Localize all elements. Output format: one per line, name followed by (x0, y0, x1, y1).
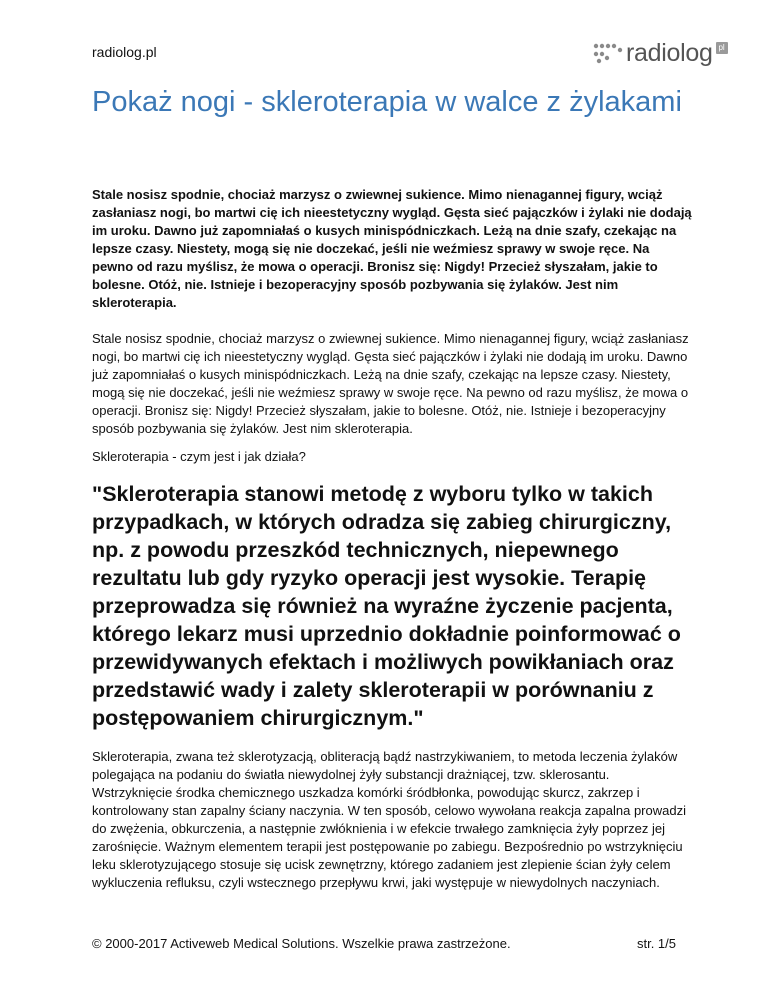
header-site-name: radiolog.pl (92, 44, 157, 60)
section-subheading: Skleroterapia - czym jest i jak działa? (92, 449, 306, 464)
footer-copyright: © 2000-2017 Activeweb Medical Solutions. Wszelkie prawa zastrzeżone. (92, 936, 511, 951)
article-title: Pokaż nogi - skleroterapia w walce z żylakami (92, 86, 682, 118)
article-lead: Stale nosisz spodnie, chociaż marzysz o zwiewnej sukience. Mimo nienagannej figury, wciąż zasłaniasz nogi, bo martwi cię ich nieestetyczny wygląd. Gęsta sieć pajączków i żylaki nie dodają im uroku. Dawno już zapomniałaś o kusych minispódniczkach. Leżą na dnie szafy, czekając na lepsze czasy. Niestety, mogą się nie doczekać, jeśli nie weźmiesz sprawy w swoje ręce. Na pewno od razu myślisz, że mowa o operacji. Bronisz się: Nigdy! Przecież słyszałam, jakie to bolesne. Otóż, nie. Istnieje i bezoperacyjny sposób pozbywania się żylaków. Jest nim skleroterapia. (92, 187, 692, 310)
article-quote: "Skleroterapia stanowi metodę z wyboru tylko w takich przypadkach, w których odradza się zabieg chirurgiczny, np. z powodu przeszkód technicznych, niepewnego rezultatu lub gdy ryzyko operacji jest wysokie. Terapię przeprowadza się również na wyraźne życzenie pacjenta, którego lekarz musi uprzednio dokładnie poinformować o przewidywanych efektach i możliwych powikłaniach oraz przedstawić wady i zalety skleroterapii w porównaniu z postępowaniem chirurgicznym." (92, 482, 681, 730)
footer-page-number: str. 1/5 (636, 936, 676, 951)
logo-dots-icon (593, 42, 623, 64)
radiolog-logo[interactable] (593, 38, 728, 68)
logo-text: radiolog (626, 38, 713, 67)
article-paragraph-2: Skleroterapia, zwana też sklerotyzacją, obliteracją bądź nastrzykiwaniem, to metoda leczenia żylaków polegająca na podaniu do światła niewydolnej żyły substancji drażniącej, tzw. sklerosantu. Wstrzyknięcie środka chemicznego uszkadza komórki śródbłonka, powodując skurcz, zakrzep i kontrolowany stan zapalny ściany naczynia. W ten sposób, celowo wywołana reakcja zapalna prowadzi do zwężenia, obkurczenia, a następnie zwłóknienia i w efekcie trwałego zamknięcia żyły poprzez jej zarośnięcie. Ważnym elementem terapii jest postępowanie po zabiegu. Bezpośrednio po wstrzyknięciu leku sklerotyzującego stosuje się ucisk zewnętrzny, którego zadaniem jest zlepienie ścian żyły celem wykluczenia refluksu, czyli wstecznego przepływu krwi, jaki występuje w niewydolnych naczyniach. (92, 749, 686, 890)
article-paragraph-1: Stale nosisz spodnie, chociaż marzysz o zwiewnej sukience. Mimo nienagannej figury, wciąż zasłaniasz nogi, bo martwi cię ich nieestetyczny wygląd. Gęsta sieć pajączków i żylaki nie dodają im uroku. Dawno już zapomniałaś o kusych minispódniczkach. Leżą na dnie szafy, czekając na lepsze czasy. Niestety, mogą się nie doczekać, jeśli nie weźmiesz sprawy w swoje ręce. Na pewno od razu myślisz, że mowa o operacji. Bronisz się: Nigdy! Przecież słyszałam, jakie to bolesne. Otóż, nie. Istnieje i bezoperacyjny sposób pozbywania się żylaków. Jest nim skleroterapia. (92, 331, 689, 436)
logo-badge: pl (716, 42, 728, 54)
